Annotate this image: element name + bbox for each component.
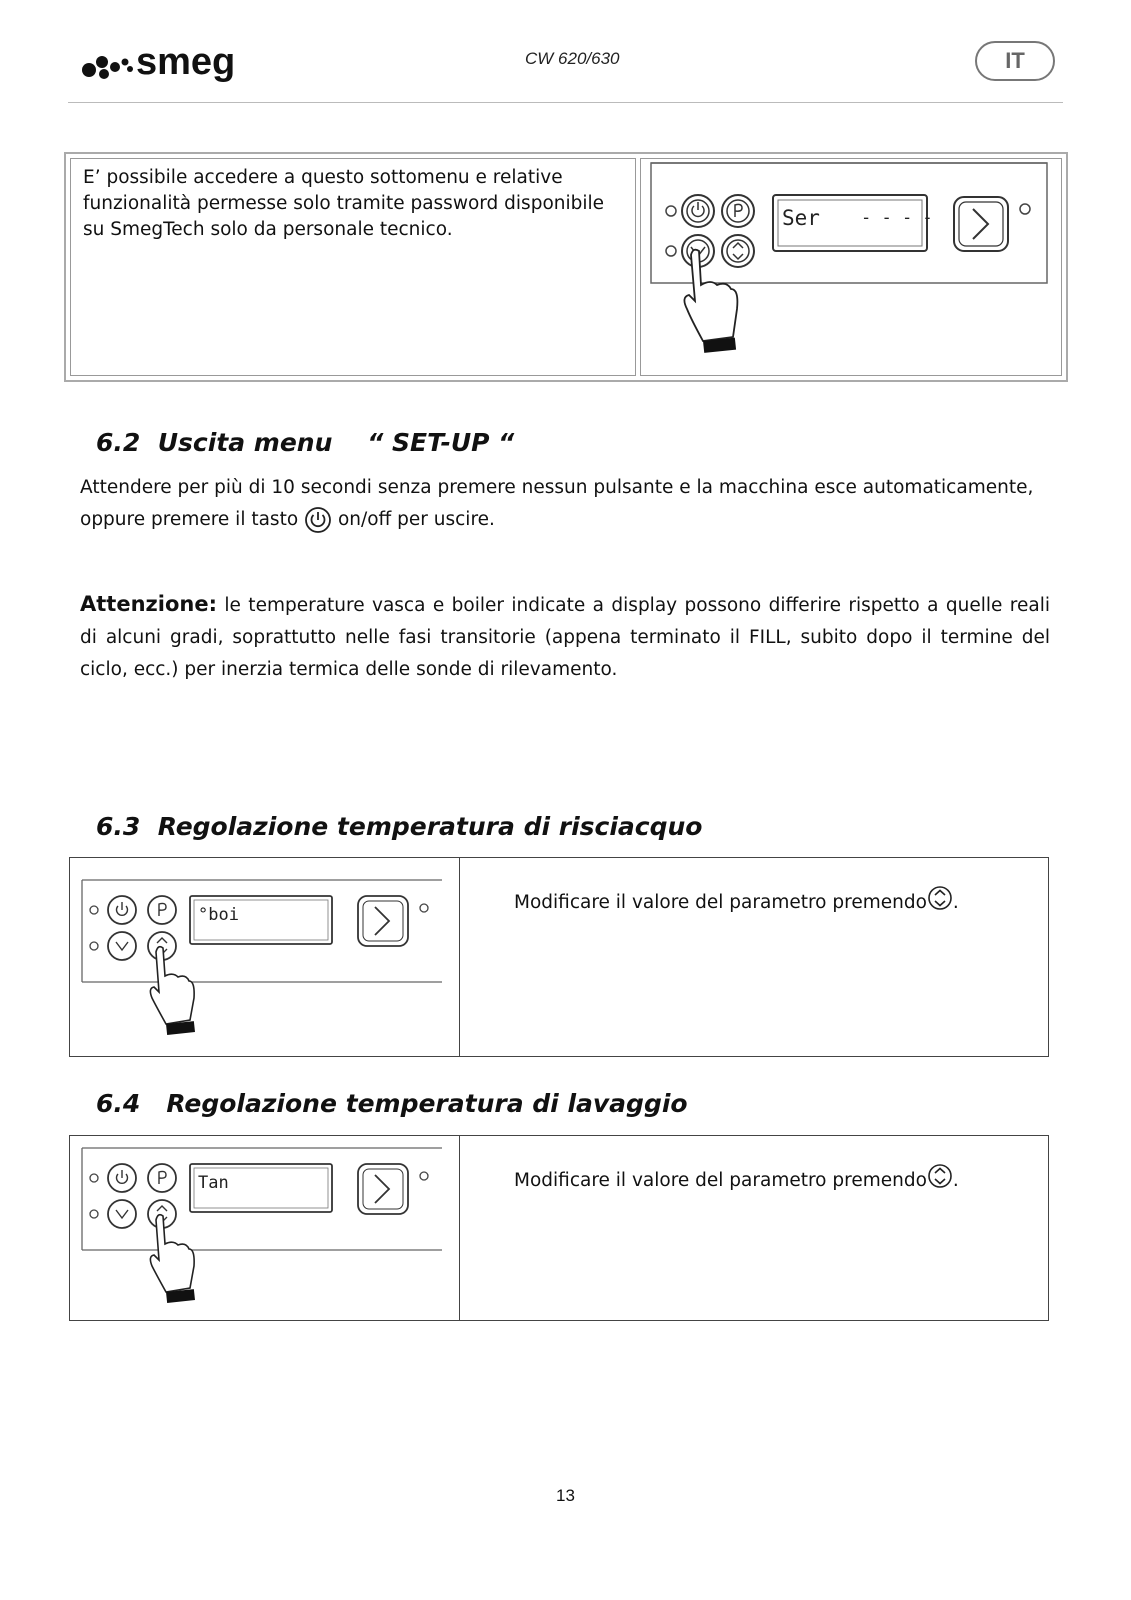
- language-badge: IT: [975, 41, 1055, 81]
- warning-label: Attenzione:: [80, 592, 217, 616]
- display-screen: [190, 1164, 332, 1212]
- display-text: Ser: [782, 206, 820, 230]
- wash-icon[interactable]: [108, 932, 136, 960]
- instruction-text: Modificare il valore del parametro premendo: [514, 892, 927, 913]
- instruction-end: .: [952, 892, 959, 913]
- header-rule: [68, 102, 1063, 103]
- instruction-end: .: [952, 1170, 959, 1191]
- pointing-hand-icon: [150, 1215, 195, 1303]
- brand-text: smeg: [136, 41, 236, 83]
- program-p-icon[interactable]: [148, 896, 176, 924]
- program-p-icon[interactable]: [148, 1164, 176, 1192]
- wash-instruction: [514, 1170, 959, 1191]
- display-text: °boi: [198, 905, 239, 925]
- chevron-right-icon[interactable]: [954, 197, 1008, 251]
- chevron-right-icon[interactable]: [358, 1164, 408, 1214]
- wash-temp-table: [69, 1135, 1049, 1321]
- display-value: - - - -: [861, 208, 933, 228]
- display-text: Tan: [198, 1173, 229, 1193]
- instruction-text: Modificare il valore del parametro premendo: [514, 1170, 927, 1191]
- warning-paragraph: [80, 588, 1050, 686]
- chevron-right-icon[interactable]: [358, 896, 408, 946]
- control-panel-illustration: [641, 159, 1061, 375]
- power-icon[interactable]: [682, 195, 714, 227]
- pointing-hand-icon: [150, 947, 195, 1035]
- section-title-6-4: 6.4 Regolazione temperatura di lavaggio: [96, 1089, 688, 1118]
- rinse-panel-illustration: [78, 874, 450, 1054]
- power-icon: [304, 506, 332, 534]
- exit-text-a: Attendere per più di 10 secondi senza premere nessun pulsante e la macchina esce automaticamente, oppure premere il tasto: [80, 477, 1034, 530]
- smeg-logo: [80, 40, 250, 84]
- program-p-icon[interactable]: [722, 195, 754, 227]
- wash-icon[interactable]: [108, 1200, 136, 1228]
- section-title-6-3: 6.3 Regolazione temperatura di risciacquo: [96, 812, 703, 841]
- up-down-arrow-icon: [927, 1163, 953, 1189]
- power-icon[interactable]: [108, 896, 136, 924]
- model-label: CW 620/630: [525, 49, 620, 68]
- intro-note: E’ possibile accedere a questo sottomenu e relative funzionalità permesse solo tramite password disponibile su SmegTech solo da personale tecnico.: [83, 167, 605, 240]
- rinse-temp-table: [69, 857, 1049, 1057]
- power-icon[interactable]: [108, 1164, 136, 1192]
- page-number: 13: [556, 1486, 575, 1505]
- exit-paragraph: [80, 472, 1050, 536]
- rinse-instruction: [514, 892, 959, 913]
- intro-panel-cell: [640, 158, 1062, 376]
- exit-text-b: on/off per uscire.: [337, 509, 495, 530]
- wash-panel-illustration: [78, 1142, 450, 1320]
- intro-text-cell: [70, 158, 636, 376]
- intro-table: [64, 152, 1068, 382]
- display-screen: [773, 195, 933, 251]
- display-screen: [190, 896, 332, 944]
- section-title-6-2: 6.2 Uscita menu “ SET-UP “: [96, 428, 515, 457]
- warning-text: le temperature vasca e boiler indicate a display possono differire rispetto a quelle reali di alcuni gradi, soprattutto nelle fasi transitorie (appena terminato il FILL, subito dopo il termine del ciclo, ecc.) per inerzia termica delle sonde di rilevamento.: [80, 595, 1050, 680]
- up-down-arrow-icon: [927, 885, 953, 911]
- up-down-arrow-icon[interactable]: [722, 235, 754, 267]
